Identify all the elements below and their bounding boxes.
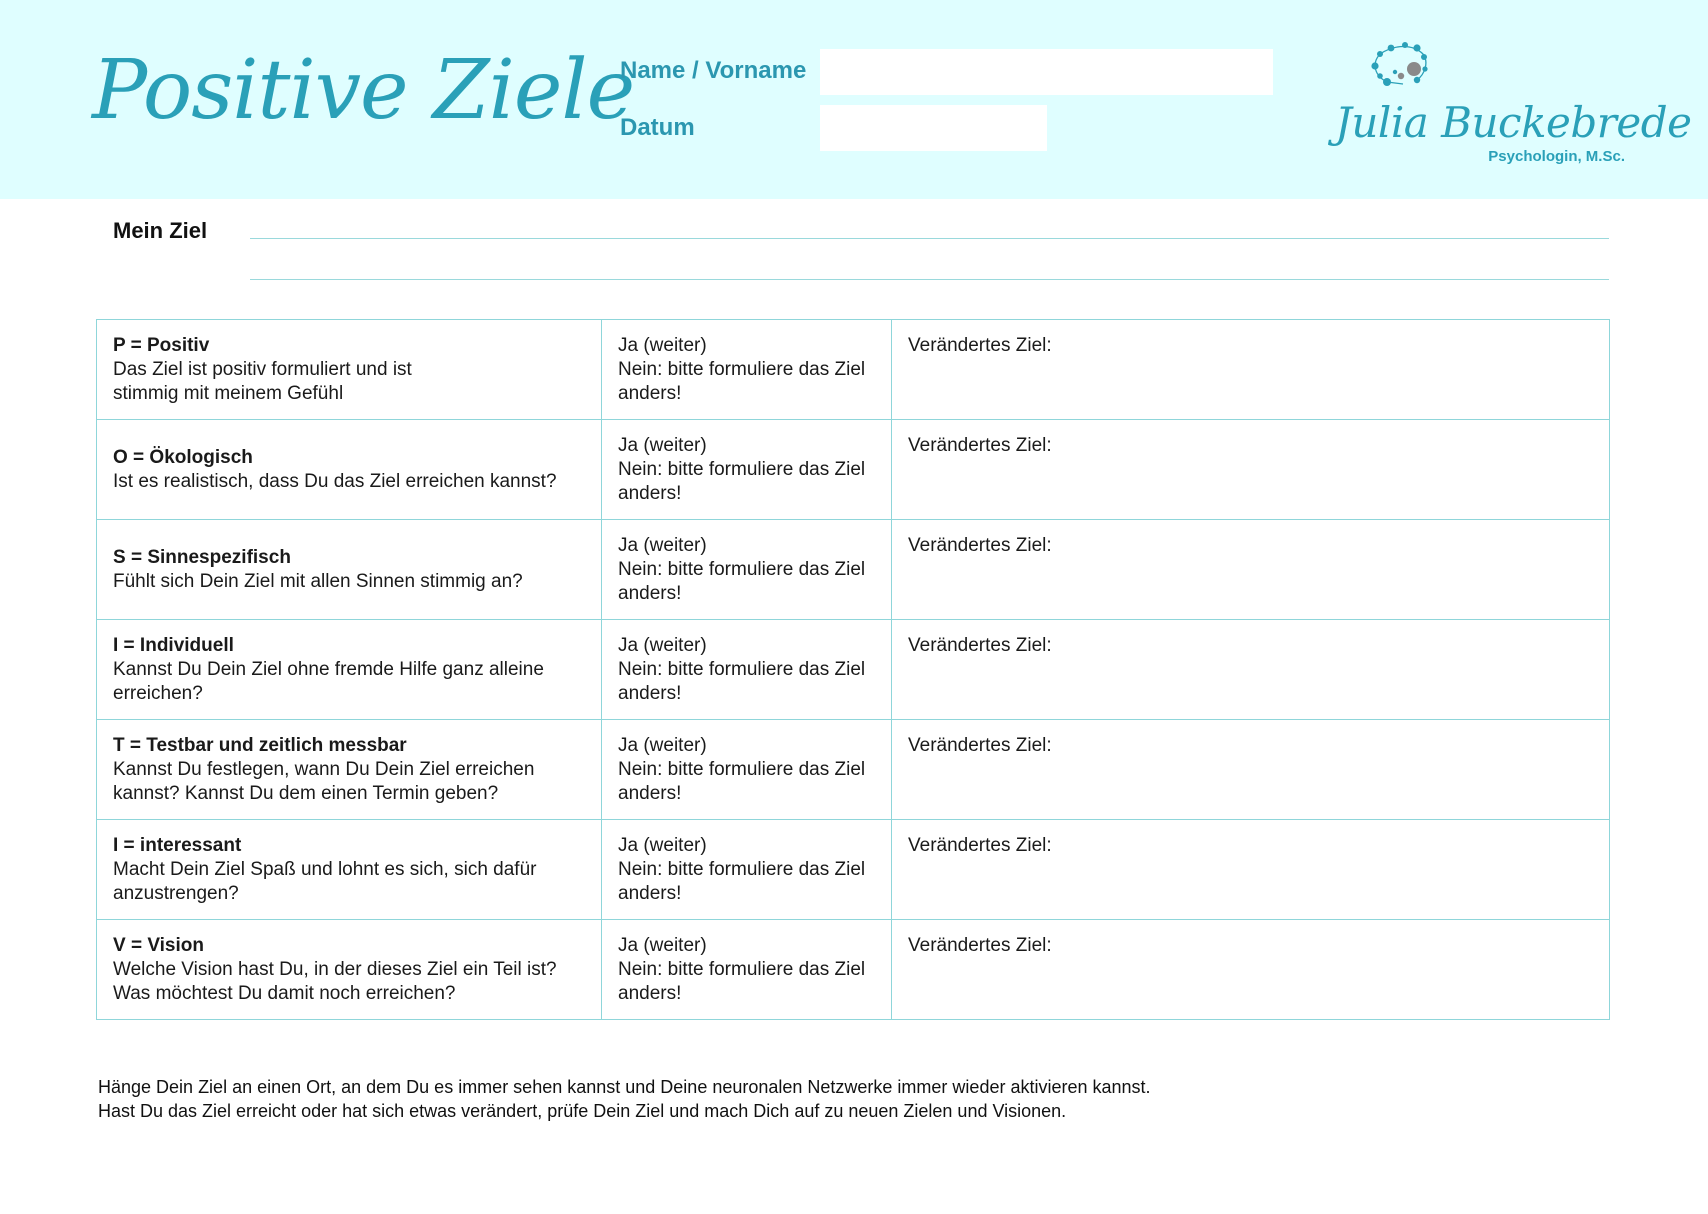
criterion-desc: Kannst Du festlegen, wann Du Dein Ziel erreichen	[113, 758, 535, 780]
logo-name: Julia Buckebrede	[1335, 98, 1692, 147]
criterion-cell	[97, 620, 602, 720]
changed-goal-label: Verändertes Ziel:	[908, 435, 1052, 456]
table-row	[97, 320, 1610, 420]
changed-goal-cell[interactable]	[892, 420, 1610, 520]
table-row	[97, 920, 1610, 1020]
criterion-desc: Ist es realistisch, dass Du das Ziel erreichen kannst?	[113, 470, 557, 492]
logo-subtitle: Psychologin, M.Sc.	[1488, 148, 1625, 165]
changed-goal-label: Verändertes Ziel:	[908, 535, 1052, 556]
criterion-cell	[97, 520, 602, 620]
footer-note	[98, 1075, 1151, 1123]
answer-yes: Ja (weiter)	[618, 534, 707, 556]
answer-no: Nein: bitte formuliere das Ziel	[618, 558, 866, 580]
criterion-cell	[97, 920, 602, 1020]
footer-line: Hast Du das Ziel erreicht oder hat sich etwas verändert, prüfe Dein Ziel und mach Dich auf zu neuen Zielen und Visionen.	[98, 1101, 1067, 1121]
answer-yes: Ja (weiter)	[618, 634, 707, 656]
criterion-title: V = Vision	[113, 934, 204, 956]
goal-label: Mein Ziel	[113, 218, 208, 243]
criterion-desc: kannst? Kannst Du dem einen Termin geben?	[113, 782, 499, 804]
answer-yes: Ja (weiter)	[618, 334, 707, 356]
goal-line-2[interactable]	[250, 279, 1609, 280]
logo	[1325, 42, 1692, 172]
criterion-cell	[97, 320, 602, 420]
page-title: Positive Ziele	[92, 43, 635, 138]
answer-cell[interactable]	[602, 920, 892, 1020]
answer-no-cont: anders!	[618, 982, 682, 1004]
criteria-table	[96, 319, 1610, 1020]
changed-goal-cell[interactable]	[892, 520, 1610, 620]
changed-goal-cell[interactable]	[892, 920, 1610, 1020]
answer-no-cont: anders!	[618, 682, 682, 704]
answer-no-cont: anders!	[618, 482, 682, 504]
answer-yes: Ja (weiter)	[618, 834, 707, 856]
molecule-logo-icon	[1325, 42, 1485, 102]
criterion-title: P = Positiv	[113, 334, 210, 356]
answer-cell[interactable]	[602, 420, 892, 520]
criterion-cell	[97, 420, 602, 520]
table-row	[97, 520, 1610, 620]
criterion-title: I = interessant	[113, 834, 242, 856]
criterion-desc: Macht Dein Ziel Spaß und lohnt es sich, sich dafür	[113, 858, 537, 880]
answer-cell[interactable]	[602, 720, 892, 820]
date-label: Datum	[620, 114, 695, 141]
footer-line: Hänge Dein Ziel an einen Ort, an dem Du es immer sehen kannst und Deine neuronalen Netzwerke immer wieder aktivieren kannst.	[98, 1077, 1151, 1097]
criterion-desc: anzustrengen?	[113, 882, 239, 904]
answer-cell[interactable]	[602, 620, 892, 720]
answer-no: Nein: bitte formuliere das Ziel	[618, 858, 866, 880]
answer-no: Nein: bitte formuliere das Ziel	[618, 458, 866, 480]
date-input[interactable]	[820, 105, 1047, 151]
criterion-desc: Fühlt sich Dein Ziel mit allen Sinnen stimmig an?	[113, 570, 523, 592]
name-input[interactable]	[820, 49, 1273, 95]
criterion-title: T = Testbar und zeitlich messbar	[113, 734, 407, 756]
answer-cell[interactable]	[602, 320, 892, 420]
answer-no-cont: anders!	[618, 582, 682, 604]
changed-goal-cell[interactable]	[892, 820, 1610, 920]
criterion-desc: erreichen?	[113, 682, 203, 704]
table-row	[97, 620, 1610, 720]
goal-line-1[interactable]	[250, 238, 1609, 239]
changed-goal-label: Verändertes Ziel:	[908, 935, 1052, 956]
changed-goal-label: Verändertes Ziel:	[908, 335, 1052, 356]
answer-cell[interactable]	[602, 520, 892, 620]
changed-goal-label: Verändertes Ziel:	[908, 835, 1052, 856]
changed-goal-label: Verändertes Ziel:	[908, 635, 1052, 656]
criterion-desc: Welche Vision hast Du, in der dieses Ziel ein Teil ist?	[113, 958, 557, 980]
answer-no: Nein: bitte formuliere das Ziel	[618, 958, 866, 980]
answer-no-cont: anders!	[618, 882, 682, 904]
answer-no: Nein: bitte formuliere das Ziel	[618, 658, 866, 680]
answer-yes: Ja (weiter)	[618, 934, 707, 956]
answer-no-cont: anders!	[618, 382, 682, 404]
header-band	[0, 0, 1708, 199]
criterion-cell	[97, 820, 602, 920]
criterion-title: O = Ökologisch	[113, 446, 253, 468]
criterion-desc: Das Ziel ist positiv formuliert und ist	[113, 358, 412, 380]
criterion-desc: stimmig mit meinem Gefühl	[113, 382, 344, 404]
criterion-title: I = Individuell	[113, 634, 234, 656]
criterion-desc: Kannst Du Dein Ziel ohne fremde Hilfe ganz alleine	[113, 658, 544, 680]
changed-goal-cell[interactable]	[892, 620, 1610, 720]
answer-no: Nein: bitte formuliere das Ziel	[618, 358, 866, 380]
table-row	[97, 820, 1610, 920]
changed-goal-cell[interactable]	[892, 720, 1610, 820]
answer-yes: Ja (weiter)	[618, 734, 707, 756]
changed-goal-cell[interactable]	[892, 320, 1610, 420]
answer-cell[interactable]	[602, 820, 892, 920]
answer-no: Nein: bitte formuliere das Ziel	[618, 758, 866, 780]
criterion-cell	[97, 720, 602, 820]
table-row	[97, 420, 1610, 520]
criterion-desc: Was möchtest Du damit noch erreichen?	[113, 982, 456, 1004]
table-row	[97, 720, 1610, 820]
answer-yes: Ja (weiter)	[618, 434, 707, 456]
name-label: Name / Vorname	[620, 57, 807, 84]
changed-goal-label: Verändertes Ziel:	[908, 735, 1052, 756]
criterion-title: S = Sinnespezifisch	[113, 546, 291, 568]
answer-no-cont: anders!	[618, 782, 682, 804]
